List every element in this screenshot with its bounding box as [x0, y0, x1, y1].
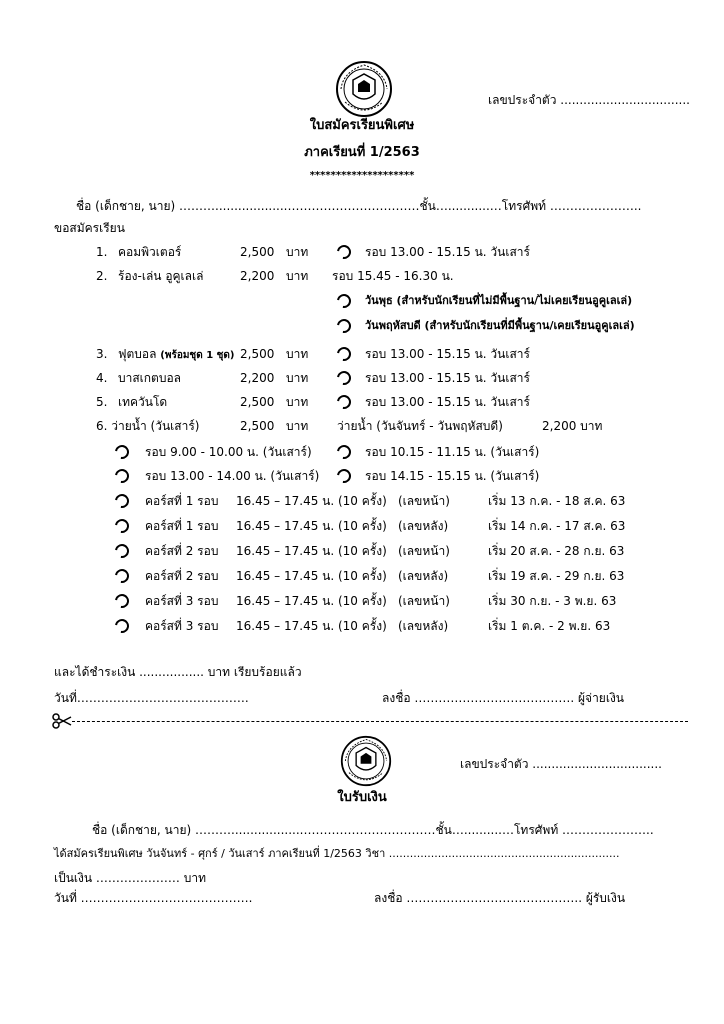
- swim-unit: บาท: [286, 419, 309, 433]
- student-name-line[interactable]: ชื่อ (เด็กชาย, นาย) ………...................……………………………ชั้น…...........…โทรศัพท์ …………………..: [76, 199, 642, 213]
- course-name: คอมพิวเตอร์: [118, 245, 182, 259]
- swim-course-dates: เริ่ม 1 ต.ค. - 2 พ.ย. 63: [488, 619, 611, 633]
- swim-course-label: คอร์สที่ 3 รอบ: [145, 594, 219, 608]
- radio-option-icon[interactable]: [334, 242, 353, 261]
- course-schedule: รอบ 13.00 - 15.15 น. วันเสาร์: [365, 395, 530, 409]
- swim-alt-price: 2,200 บาท: [542, 419, 603, 433]
- course-no: 1.: [96, 245, 108, 259]
- receiver-signature-line[interactable]: ลงชื่อ …………………………………….. ผู้รับเงิน: [374, 891, 626, 905]
- swim-course-dates: เริ่ม 13 ก.ค. - 18 ส.ค. 63: [488, 494, 626, 508]
- radio-option-icon[interactable]: [112, 566, 131, 585]
- receipt-id-number-field[interactable]: เลขประจำตัว ..................................: [460, 757, 662, 771]
- course-schedule: รอบ 15.45 - 16.30 น.: [332, 269, 454, 283]
- course-name: บาสเกตบอล: [118, 371, 182, 385]
- radio-option-icon[interactable]: [334, 344, 353, 363]
- radio-option-icon[interactable]: [334, 392, 353, 411]
- swim-course-group: (เลขหลัง): [398, 569, 449, 583]
- course-price: 2,500: [240, 245, 275, 259]
- cut-line-divider: [72, 721, 688, 722]
- swim-course-label: คอร์สที่ 1 รอบ: [145, 494, 219, 508]
- swim-course-label: คอร์สที่ 2 รอบ: [145, 569, 219, 583]
- school-seal-logo: [335, 60, 393, 118]
- course-no: 2.: [96, 269, 108, 283]
- paid-line[interactable]: และได้ชำระเงิน ................. บาท เรียบร้อยแล้ว: [54, 665, 302, 679]
- swim-course-name: 6. ว่ายน้ำ (วันเสาร์): [96, 419, 200, 433]
- course-unit: บาท: [286, 269, 309, 283]
- radio-option-icon[interactable]: [112, 516, 131, 535]
- swim-sat-round: รอบ 13.00 - 14.00 น. (วันเสาร์): [145, 469, 320, 483]
- swim-course-label: คอร์สที่ 2 รอบ: [145, 544, 219, 558]
- radio-option-icon[interactable]: [112, 491, 131, 510]
- school-seal-logo: [340, 735, 392, 787]
- swim-sat-round: รอบ 10.15 - 11.15 น. (วันเสาร์): [365, 445, 540, 459]
- course-name: ร้อง-เล่น อูคูเลเล่: [118, 269, 204, 283]
- radio-option-icon[interactable]: [334, 442, 353, 461]
- course-schedule: รอบ 13.00 - 15.15 น. วันเสาร์: [365, 371, 530, 385]
- ukulele-option-wed: วันพุธ (สำหรับนักเรียนที่ไม่มีพื้นฐาน/ไม่เคยเรียนอูคูเลเล่): [365, 294, 633, 307]
- course-price: 2,200: [240, 371, 275, 385]
- course-unit: บาท: [286, 395, 309, 409]
- receipt-enrolled-line[interactable]: ได้สมัครเรียนพิเศษ วันจันทร์ - ศุกร์ / วันเสาร์ ภาคเรียนที่ 1/2563 วิชา ..................................................................: [54, 847, 620, 860]
- course-name: เทควันโด: [118, 395, 168, 409]
- form-term: ภาคเรียนที่ 1/2563: [304, 145, 420, 160]
- receipt-title: ใบรับเงิน: [337, 790, 387, 805]
- course-no: 5.: [96, 395, 108, 409]
- swim-course-group: (เลขหลัง): [398, 519, 449, 533]
- course-unit: บาท: [286, 245, 309, 259]
- receipt-date-line[interactable]: วันที่ …………………………………….: [54, 891, 253, 905]
- course-unit: บาท: [286, 371, 309, 385]
- form-title: ใบสมัครเรียนพิเศษ: [309, 118, 415, 133]
- course-name: [118, 346, 234, 364]
- course-name-note: (พร้อมชุด 1 ชุด): [160, 350, 235, 361]
- swim-course-group: (เลขหน้า): [398, 544, 450, 558]
- radio-option-icon[interactable]: [334, 291, 353, 310]
- swim-course-time: 16.45 – 17.45 น. (10 ครั้ง): [236, 569, 387, 583]
- ukulele-option-thu: วันพฤหัสบดี (สำหรับนักเรียนที่มีพื้นฐาน/เคยเรียนอูคูเลเล่): [365, 319, 635, 332]
- swim-course-time: 16.45 – 17.45 น. (10 ครั้ง): [236, 619, 387, 633]
- radio-option-icon[interactable]: [112, 616, 131, 635]
- course-name-text: ฟุตบอล: [118, 347, 157, 361]
- course-price: 2,500: [240, 395, 275, 409]
- radio-option-icon[interactable]: [112, 541, 131, 560]
- swim-course-time: 16.45 – 17.45 น. (10 ครั้ง): [236, 494, 387, 508]
- scissors-icon: [52, 713, 72, 729]
- radio-option-icon[interactable]: [334, 466, 353, 485]
- swim-course-dates: เริ่ม 19 ส.ค. - 29 ก.ย. 63: [488, 569, 625, 583]
- swim-sat-round: รอบ 14.15 - 15.15 น. (วันเสาร์): [365, 469, 540, 483]
- id-number-field[interactable]: เลขประจำตัว ..................................: [488, 93, 690, 107]
- swim-course-dates: เริ่ม 30 ก.ย. - 3 พ.ย. 63: [488, 594, 617, 608]
- swim-course-dates: เริ่ม 20 ส.ค. - 28 ก.ย. 63: [488, 544, 625, 558]
- course-schedule: รอบ 13.00 - 15.15 น. วันเสาร์: [365, 245, 530, 259]
- date-line[interactable]: วันที่…………………………………….: [54, 691, 249, 705]
- apply-label: ขอสมัครเรียน: [54, 221, 125, 235]
- radio-option-icon[interactable]: [112, 591, 131, 610]
- swim-sat-round: รอบ 9.00 - 10.00 น. (วันเสาร์): [145, 445, 312, 459]
- swim-course-label: คอร์สที่ 3 รอบ: [145, 619, 219, 633]
- course-price: 2,500: [240, 347, 275, 361]
- course-no: 3.: [96, 347, 108, 361]
- stars-divider: ********************: [309, 170, 415, 181]
- receipt-name-line[interactable]: ชื่อ (เด็กชาย, นาย) ………...................……………………………ชั้น…..........…โทรศัพท์ …………………..: [92, 823, 654, 837]
- swim-course-time: 16.45 – 17.45 น. (10 ครั้ง): [236, 594, 387, 608]
- radio-option-icon[interactable]: [334, 316, 353, 335]
- course-schedule: รอบ 13.00 - 15.15 น. วันเสาร์: [365, 347, 530, 361]
- swim-price: 2,500: [240, 419, 275, 433]
- radio-option-icon[interactable]: [112, 466, 131, 485]
- course-no: 4.: [96, 371, 108, 385]
- swim-alt-course: ว่ายน้ำ (วันจันทร์ - วันพฤหัสบดี): [337, 419, 503, 433]
- swim-course-label: คอร์สที่ 1 รอบ: [145, 519, 219, 533]
- radio-option-icon[interactable]: [112, 442, 131, 461]
- payer-signature-line[interactable]: ลงชื่อ …………………………………. ผู้จ่ายเงิน: [382, 691, 625, 705]
- receipt-amount-line[interactable]: เป็นเงิน ………………… บาท: [54, 871, 206, 885]
- course-unit: บาท: [286, 347, 309, 361]
- swim-course-group: (เลขหน้า): [398, 594, 450, 608]
- swim-course-group: (เลขหลัง): [398, 619, 449, 633]
- swim-course-dates: เริ่ม 14 ก.ค. - 17 ส.ค. 63: [488, 519, 626, 533]
- swim-course-time: 16.45 – 17.45 น. (10 ครั้ง): [236, 544, 387, 558]
- radio-option-icon[interactable]: [334, 368, 353, 387]
- swim-course-time: 16.45 – 17.45 น. (10 ครั้ง): [236, 519, 387, 533]
- swim-course-group: (เลขหน้า): [398, 494, 450, 508]
- course-price: 2,200: [240, 269, 275, 283]
